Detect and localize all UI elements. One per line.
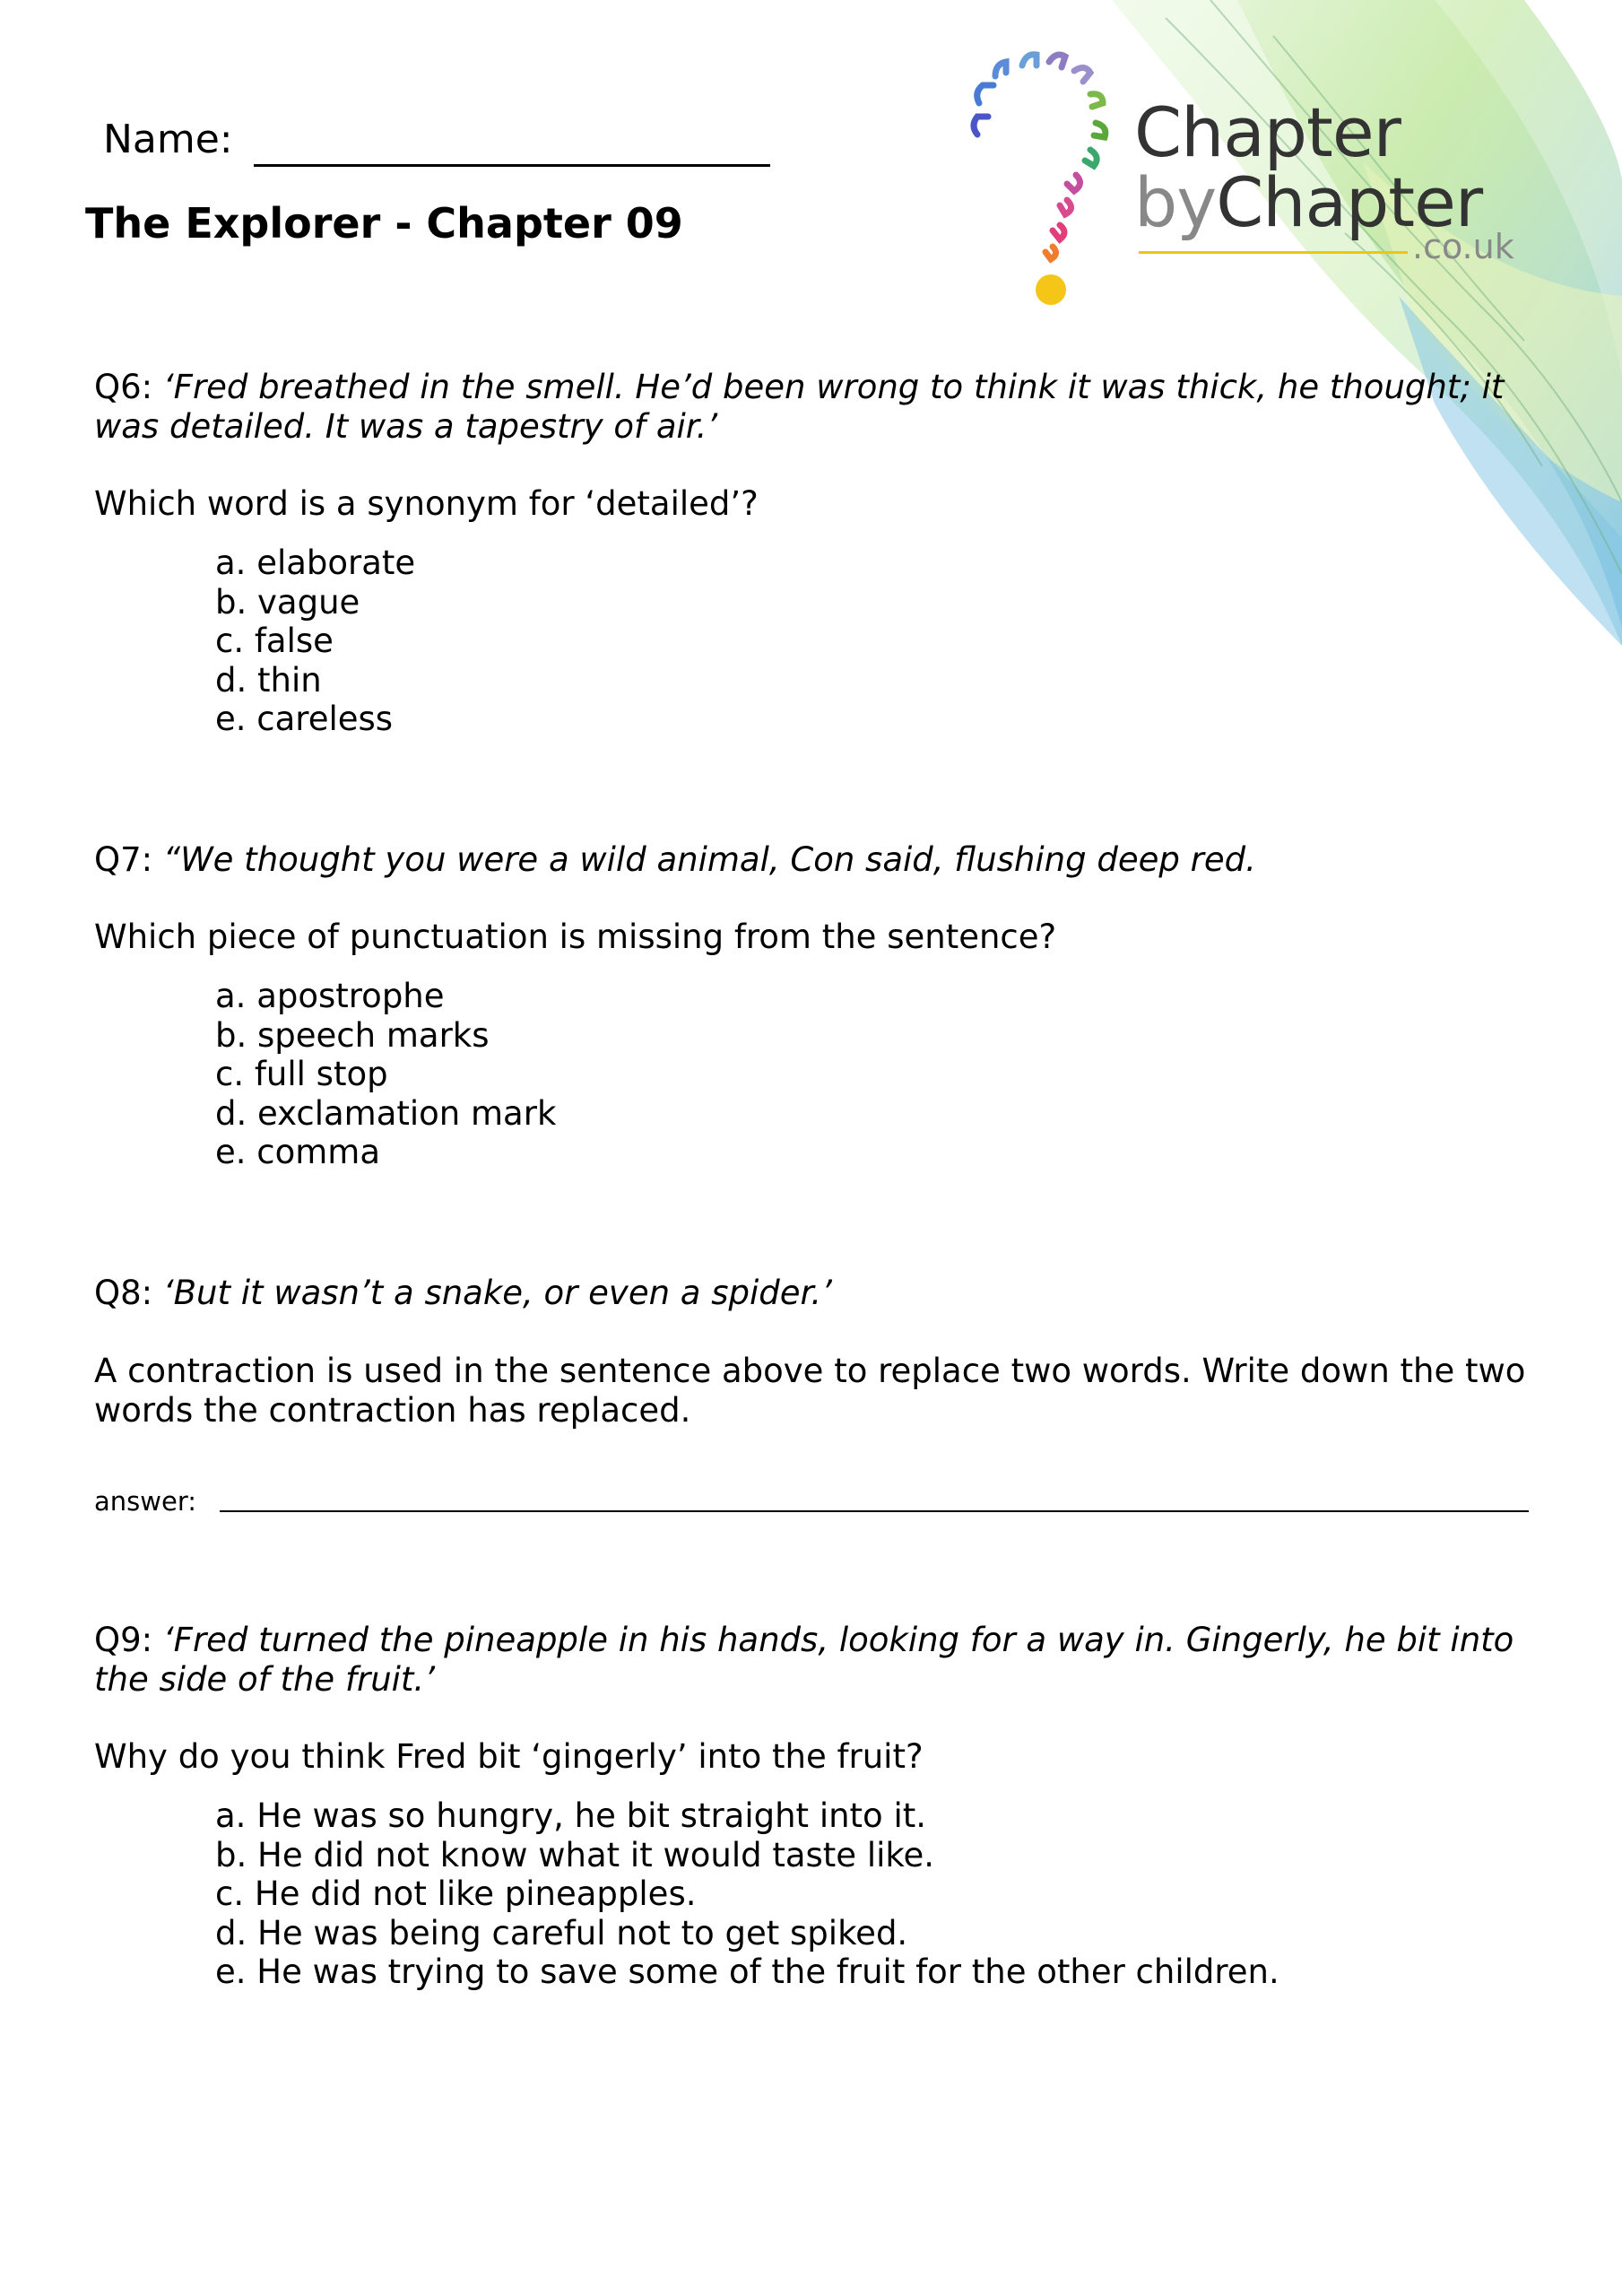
answer-entry-line[interactable] <box>220 1510 1529 1512</box>
question-number: Q6: <box>94 368 153 406</box>
question-8-prompt: A contraction is used in the sentence above to replace two words. Write down the two words the contraction has replaced. <box>94 1352 1526 1430</box>
option-e[interactable]: e. comma <box>215 1133 381 1171</box>
question-9-quote <box>94 1621 1547 1700</box>
chapter-by-chapter-logo <box>959 49 1533 318</box>
option-c[interactable]: c. He did not like pineapples. <box>215 1874 697 1913</box>
logo-word-by: by <box>1134 162 1217 242</box>
quote-text: ‘Fred breathed in the smell. He’d been wrong to think it was thick, he thought; it was detailed. It was a tapestry of air.’ <box>94 368 1505 446</box>
quote-text: ‘Fred turned the pineapple in his hands, looking for a way in. Gingerly, he bit into the side of the fruit.’ <box>94 1621 1514 1699</box>
question-number: Q7: <box>94 840 153 879</box>
option-b[interactable]: b. speech marks <box>215 1015 490 1055</box>
question-7-options <box>215 977 556 1172</box>
option-d[interactable]: d. He was being careful not to get spiked. <box>215 1913 908 1952</box>
name-entry-line[interactable] <box>254 164 770 167</box>
option-e[interactable]: e. careless <box>215 700 394 738</box>
question-6-quote <box>94 368 1547 447</box>
logo-word-chapter: Chapter <box>1134 92 1401 172</box>
question-6-prompt: Which word is a synonym for ‘detailed’? <box>94 484 759 523</box>
worksheet-title: The Explorer - Chapter 09 <box>85 199 683 248</box>
question-8-quote <box>94 1274 1547 1313</box>
option-e[interactable]: e. He was trying to save some of the fruit for the other children. <box>215 1952 1279 1991</box>
book-question-mark-icon <box>959 49 1139 318</box>
question-9-options <box>215 1796 1279 1992</box>
logo-word-chapter-2: Chapter <box>1216 162 1483 242</box>
logo-domain: .co.uk <box>1412 227 1514 266</box>
option-b[interactable]: b. He did not know what it would taste like. <box>215 1835 935 1874</box>
option-d[interactable]: d. exclamation mark <box>215 1093 557 1133</box>
answer-label: answer: <box>94 1486 197 1517</box>
option-d[interactable]: d. thin <box>215 660 322 700</box>
option-c[interactable]: c. false <box>215 622 334 660</box>
question-7-quote <box>94 840 1547 880</box>
quote-text: “We thought you were a wild animal, Con said, flushing deep red. <box>162 840 1256 879</box>
logo-underline <box>1139 251 1408 254</box>
name-label: Name: <box>103 117 233 162</box>
option-a[interactable]: a. apostrophe <box>215 977 445 1015</box>
option-a[interactable]: a. He was so hungry, he bit straight into it. <box>215 1796 927 1835</box>
option-b[interactable]: b. vague <box>215 582 360 622</box>
option-a[interactable]: a. elaborate <box>215 544 416 582</box>
option-c[interactable]: c. full stop <box>215 1055 388 1093</box>
question-9-prompt: Why do you think Fred bit ‘gingerly’ into the fruit? <box>94 1737 924 1776</box>
quote-text: ‘But it wasn’t a snake, or even a spider.’ <box>162 1274 832 1312</box>
question-7-prompt: Which piece of punctuation is missing from the sentence? <box>94 918 1057 956</box>
question-number: Q8: <box>94 1274 153 1312</box>
question-number: Q9: <box>94 1621 153 1659</box>
question-6-options <box>215 544 415 739</box>
